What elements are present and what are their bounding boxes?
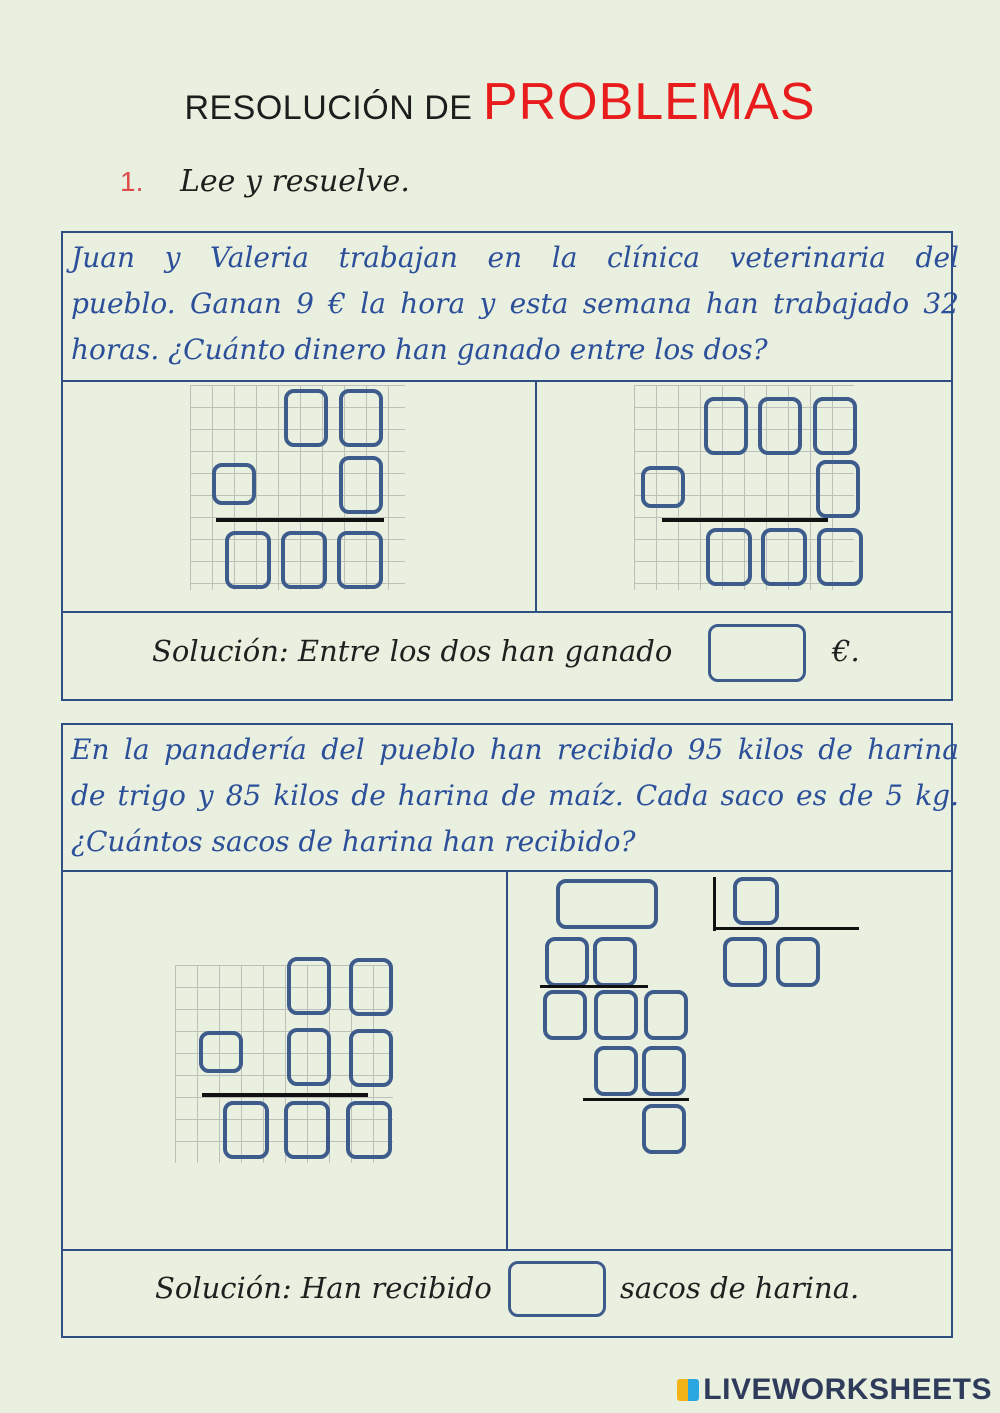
page-title bbox=[0, 72, 1000, 132]
problem-1-line-2: pueblo. Ganan 9 € la hora y esta semana han trabajado 32 bbox=[71, 287, 959, 320]
digit-box[interactable] bbox=[545, 937, 589, 987]
digit-box[interactable] bbox=[593, 937, 637, 987]
remainder-box[interactable] bbox=[642, 1104, 686, 1154]
digit-box[interactable] bbox=[337, 531, 383, 589]
digit-box[interactable] bbox=[706, 528, 752, 586]
problem-2-line-3: ¿Cuántos sacos de harina han recibido? bbox=[71, 825, 636, 858]
problem-2-statement bbox=[63, 725, 969, 873]
operation-line bbox=[216, 518, 384, 522]
digit-box[interactable] bbox=[543, 990, 587, 1040]
operator-box[interactable] bbox=[212, 463, 256, 505]
digit-box[interactable] bbox=[644, 990, 688, 1040]
question-number: 1. bbox=[120, 166, 144, 197]
divider bbox=[61, 1249, 953, 1251]
problem-2-line-2: de trigo y 85 kilos de harina de maíz. Cada saco es de 5 kg. bbox=[71, 779, 959, 812]
problem-1-line-3: horas. ¿Cuánto dinero han ganado entre los dos? bbox=[71, 333, 768, 366]
problem-2-solution-prefix: Solución: Han recibido bbox=[155, 1271, 492, 1305]
problem-1-statement bbox=[63, 233, 969, 381]
digit-box[interactable] bbox=[758, 397, 802, 455]
division-bracket-horizontal bbox=[713, 927, 859, 930]
digit-box[interactable] bbox=[594, 1046, 638, 1096]
divider bbox=[506, 870, 508, 1250]
logo-icon bbox=[677, 1379, 699, 1401]
quotient-digit-box[interactable] bbox=[723, 937, 767, 987]
digit-box[interactable] bbox=[287, 957, 331, 1015]
problem-1-solution-prefix: Solución: Entre los dos han ganado bbox=[152, 634, 673, 668]
digit-box[interactable] bbox=[225, 531, 271, 589]
digit-box[interactable] bbox=[816, 460, 860, 518]
dividend-box[interactable] bbox=[556, 879, 658, 929]
operation-line bbox=[662, 518, 828, 522]
digit-box[interactable] bbox=[287, 1028, 331, 1086]
problem-2-solution-suffix: sacos de harina. bbox=[620, 1271, 860, 1305]
digit-box[interactable] bbox=[349, 958, 393, 1016]
digit-box[interactable] bbox=[339, 389, 383, 447]
digit-box[interactable] bbox=[349, 1029, 393, 1087]
divider bbox=[535, 380, 537, 612]
digit-box[interactable] bbox=[284, 389, 328, 447]
operation-line bbox=[202, 1093, 368, 1097]
title-part-1: RESOLUCIÓN DE bbox=[184, 89, 473, 127]
digit-box[interactable] bbox=[642, 1046, 686, 1096]
operator-box[interactable] bbox=[199, 1031, 243, 1073]
operation-line bbox=[583, 1098, 689, 1101]
divider bbox=[61, 380, 953, 382]
problem-2-answer-input[interactable] bbox=[508, 1261, 606, 1317]
operation-line bbox=[540, 985, 648, 988]
problem-2-line-1: En la panadería del pueblo han recibido 95 kilos de harina bbox=[71, 733, 959, 766]
digit-box[interactable] bbox=[284, 1101, 330, 1159]
logo-text: LIVEWORKSHEETS bbox=[703, 1373, 992, 1406]
problem-1-answer-input[interactable] bbox=[708, 624, 806, 682]
digit-box[interactable] bbox=[704, 397, 748, 455]
digit-box[interactable] bbox=[817, 528, 863, 586]
divisor-box[interactable] bbox=[733, 877, 779, 925]
title-part-2: PROBLEMAS bbox=[482, 73, 816, 131]
digit-box[interactable] bbox=[346, 1101, 392, 1159]
problem-1-line-1: Juan y Valeria trabajan en la clínica veterinaria del bbox=[71, 241, 959, 274]
operator-box[interactable] bbox=[641, 466, 685, 508]
liveworksheets-logo bbox=[677, 1373, 992, 1407]
problem-1-solution-suffix: €. bbox=[832, 634, 860, 668]
digit-box[interactable] bbox=[223, 1101, 269, 1159]
divider bbox=[61, 611, 953, 613]
quotient-digit-box[interactable] bbox=[776, 937, 820, 987]
digit-box[interactable] bbox=[761, 528, 807, 586]
division-bracket-vertical bbox=[713, 877, 716, 931]
digit-box[interactable] bbox=[281, 531, 327, 589]
digit-box[interactable] bbox=[339, 456, 383, 514]
digit-box[interactable] bbox=[813, 397, 857, 455]
question-instruction: Lee y resuelve. bbox=[180, 164, 410, 199]
digit-box[interactable] bbox=[594, 990, 638, 1040]
